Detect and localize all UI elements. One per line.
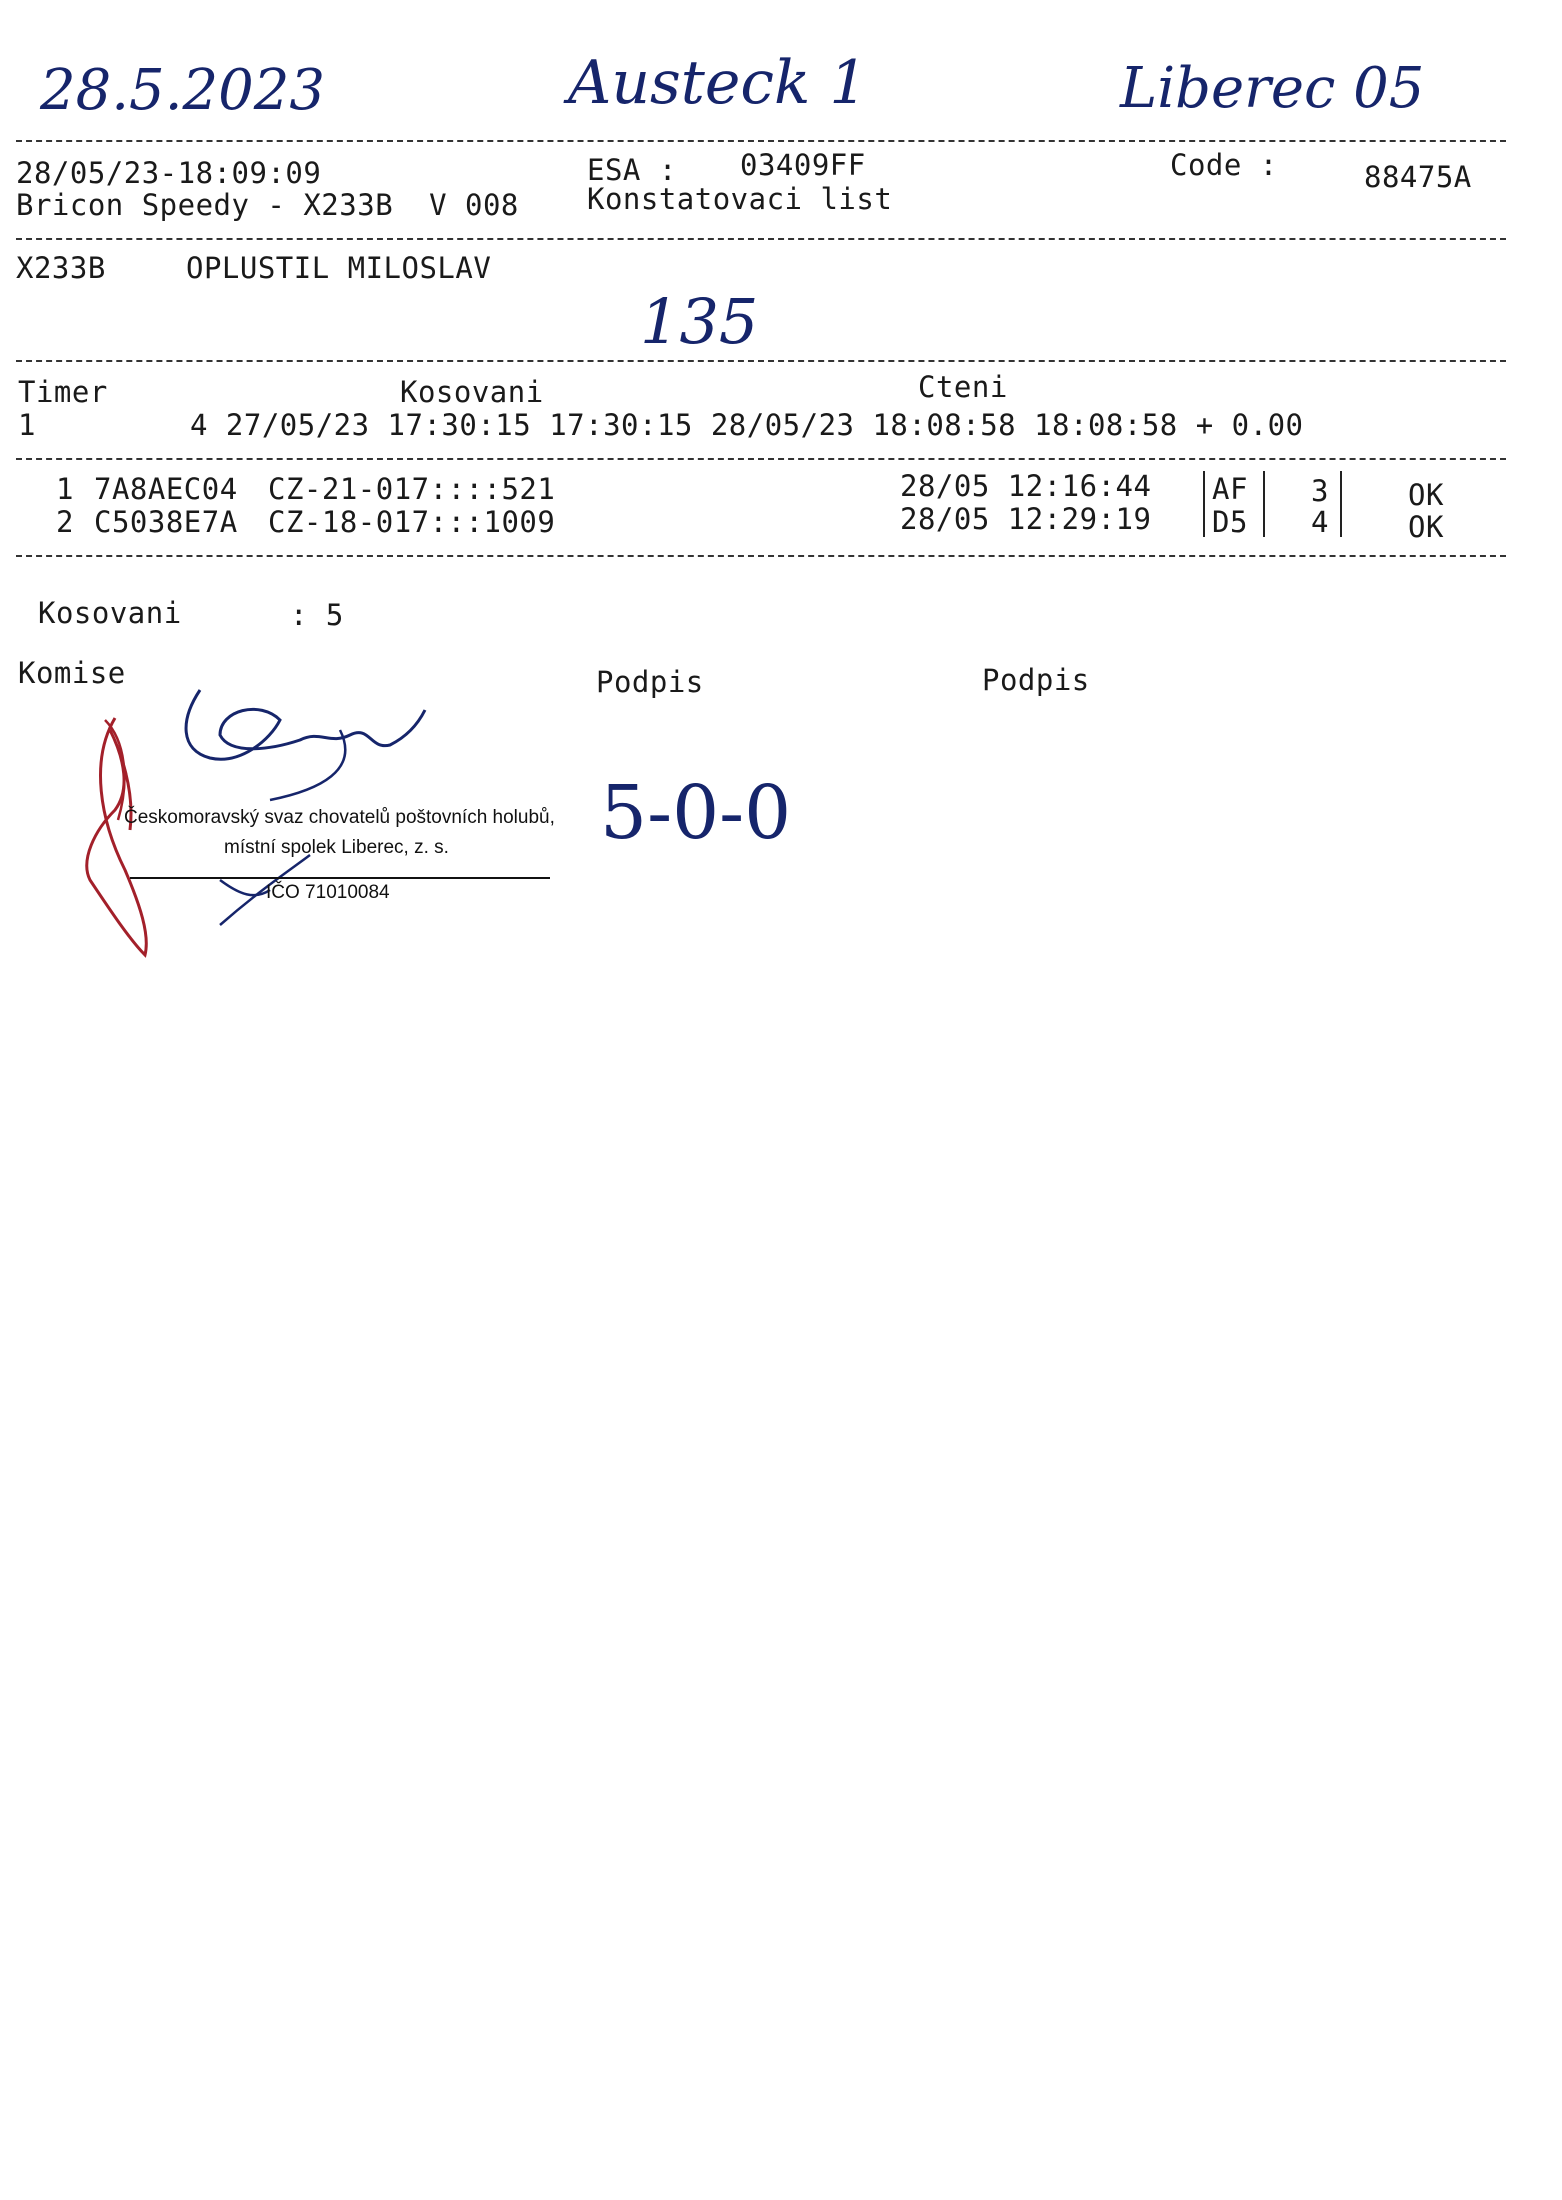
column-divider	[1203, 471, 1205, 537]
bird-index: 1	[56, 472, 74, 506]
column-divider	[1263, 471, 1265, 537]
bird-code: AF	[1212, 472, 1248, 506]
cteni-label: Cteni	[918, 370, 1008, 404]
stamp-line-3: IČO 71010084	[266, 882, 390, 903]
handwritten-result: 5-0-0	[600, 770, 792, 856]
timer-label: Timer	[18, 375, 108, 409]
bird-index: 2	[56, 505, 74, 539]
bird-code: D5	[1212, 505, 1248, 539]
document-title: Konstatovaci list	[587, 182, 893, 216]
bird-position: 4	[1311, 505, 1329, 539]
timestamp: 28/05/23-18:09:09	[16, 156, 322, 190]
code-value: 88475A	[1364, 160, 1472, 194]
timer-number: 1	[18, 408, 36, 442]
summary-kosovani-value: : 5	[290, 598, 344, 632]
esa-label: ESA :	[587, 153, 677, 187]
bird-chip: 7A8AEC04	[94, 472, 238, 506]
bird-ring: CZ-18-017:::1009	[268, 505, 556, 539]
separator	[16, 555, 1506, 557]
bird-status: OK	[1408, 510, 1444, 544]
bird-position: 3	[1311, 474, 1329, 508]
bird-arrival: 28/05 12:29:19	[900, 502, 1152, 536]
stamp-line-2: místní spolek Liberec, z. s.	[224, 837, 449, 858]
handwritten-race: Austeck 1	[568, 48, 868, 118]
summary-kosovani-label: Kosovani	[38, 596, 182, 630]
bird-chip: C5038E7A	[94, 505, 238, 539]
handwritten-number: 135	[640, 285, 759, 358]
device-info: Bricon Speedy - X233B V 008	[16, 188, 519, 222]
commission-stamp	[70, 680, 570, 970]
handwritten-date: 28.5.2023	[40, 58, 326, 123]
code-label: Code :	[1170, 148, 1278, 182]
column-divider	[1340, 471, 1342, 537]
bird-status: OK	[1408, 478, 1444, 512]
owner-id: X233B	[16, 251, 106, 285]
bird-ring: CZ-21-017::::521	[268, 472, 556, 506]
owner-name: OPLUSTIL MILOSLAV	[186, 251, 492, 285]
separator	[16, 238, 1506, 240]
kosovani-label: Kosovani	[400, 375, 544, 409]
separator	[16, 360, 1506, 362]
stamp-line-1: Českomoravský svaz chovatelů poštovních holubů,	[124, 807, 555, 828]
timer-row: 4 27/05/23 17:30:15 17:30:15 28/05/23 18:08:58 18:08:58 + 0.00	[190, 408, 1304, 442]
bird-arrival: 28/05 12:16:44	[900, 469, 1152, 503]
separator	[16, 458, 1506, 460]
podpis-label-1: Podpis	[596, 665, 704, 699]
podpis-label-2: Podpis	[982, 663, 1090, 697]
separator	[16, 140, 1506, 142]
komise-label: Komise	[18, 656, 126, 690]
esa-value: 03409FF	[740, 148, 866, 182]
handwritten-place: Liberec 05	[1120, 56, 1425, 121]
